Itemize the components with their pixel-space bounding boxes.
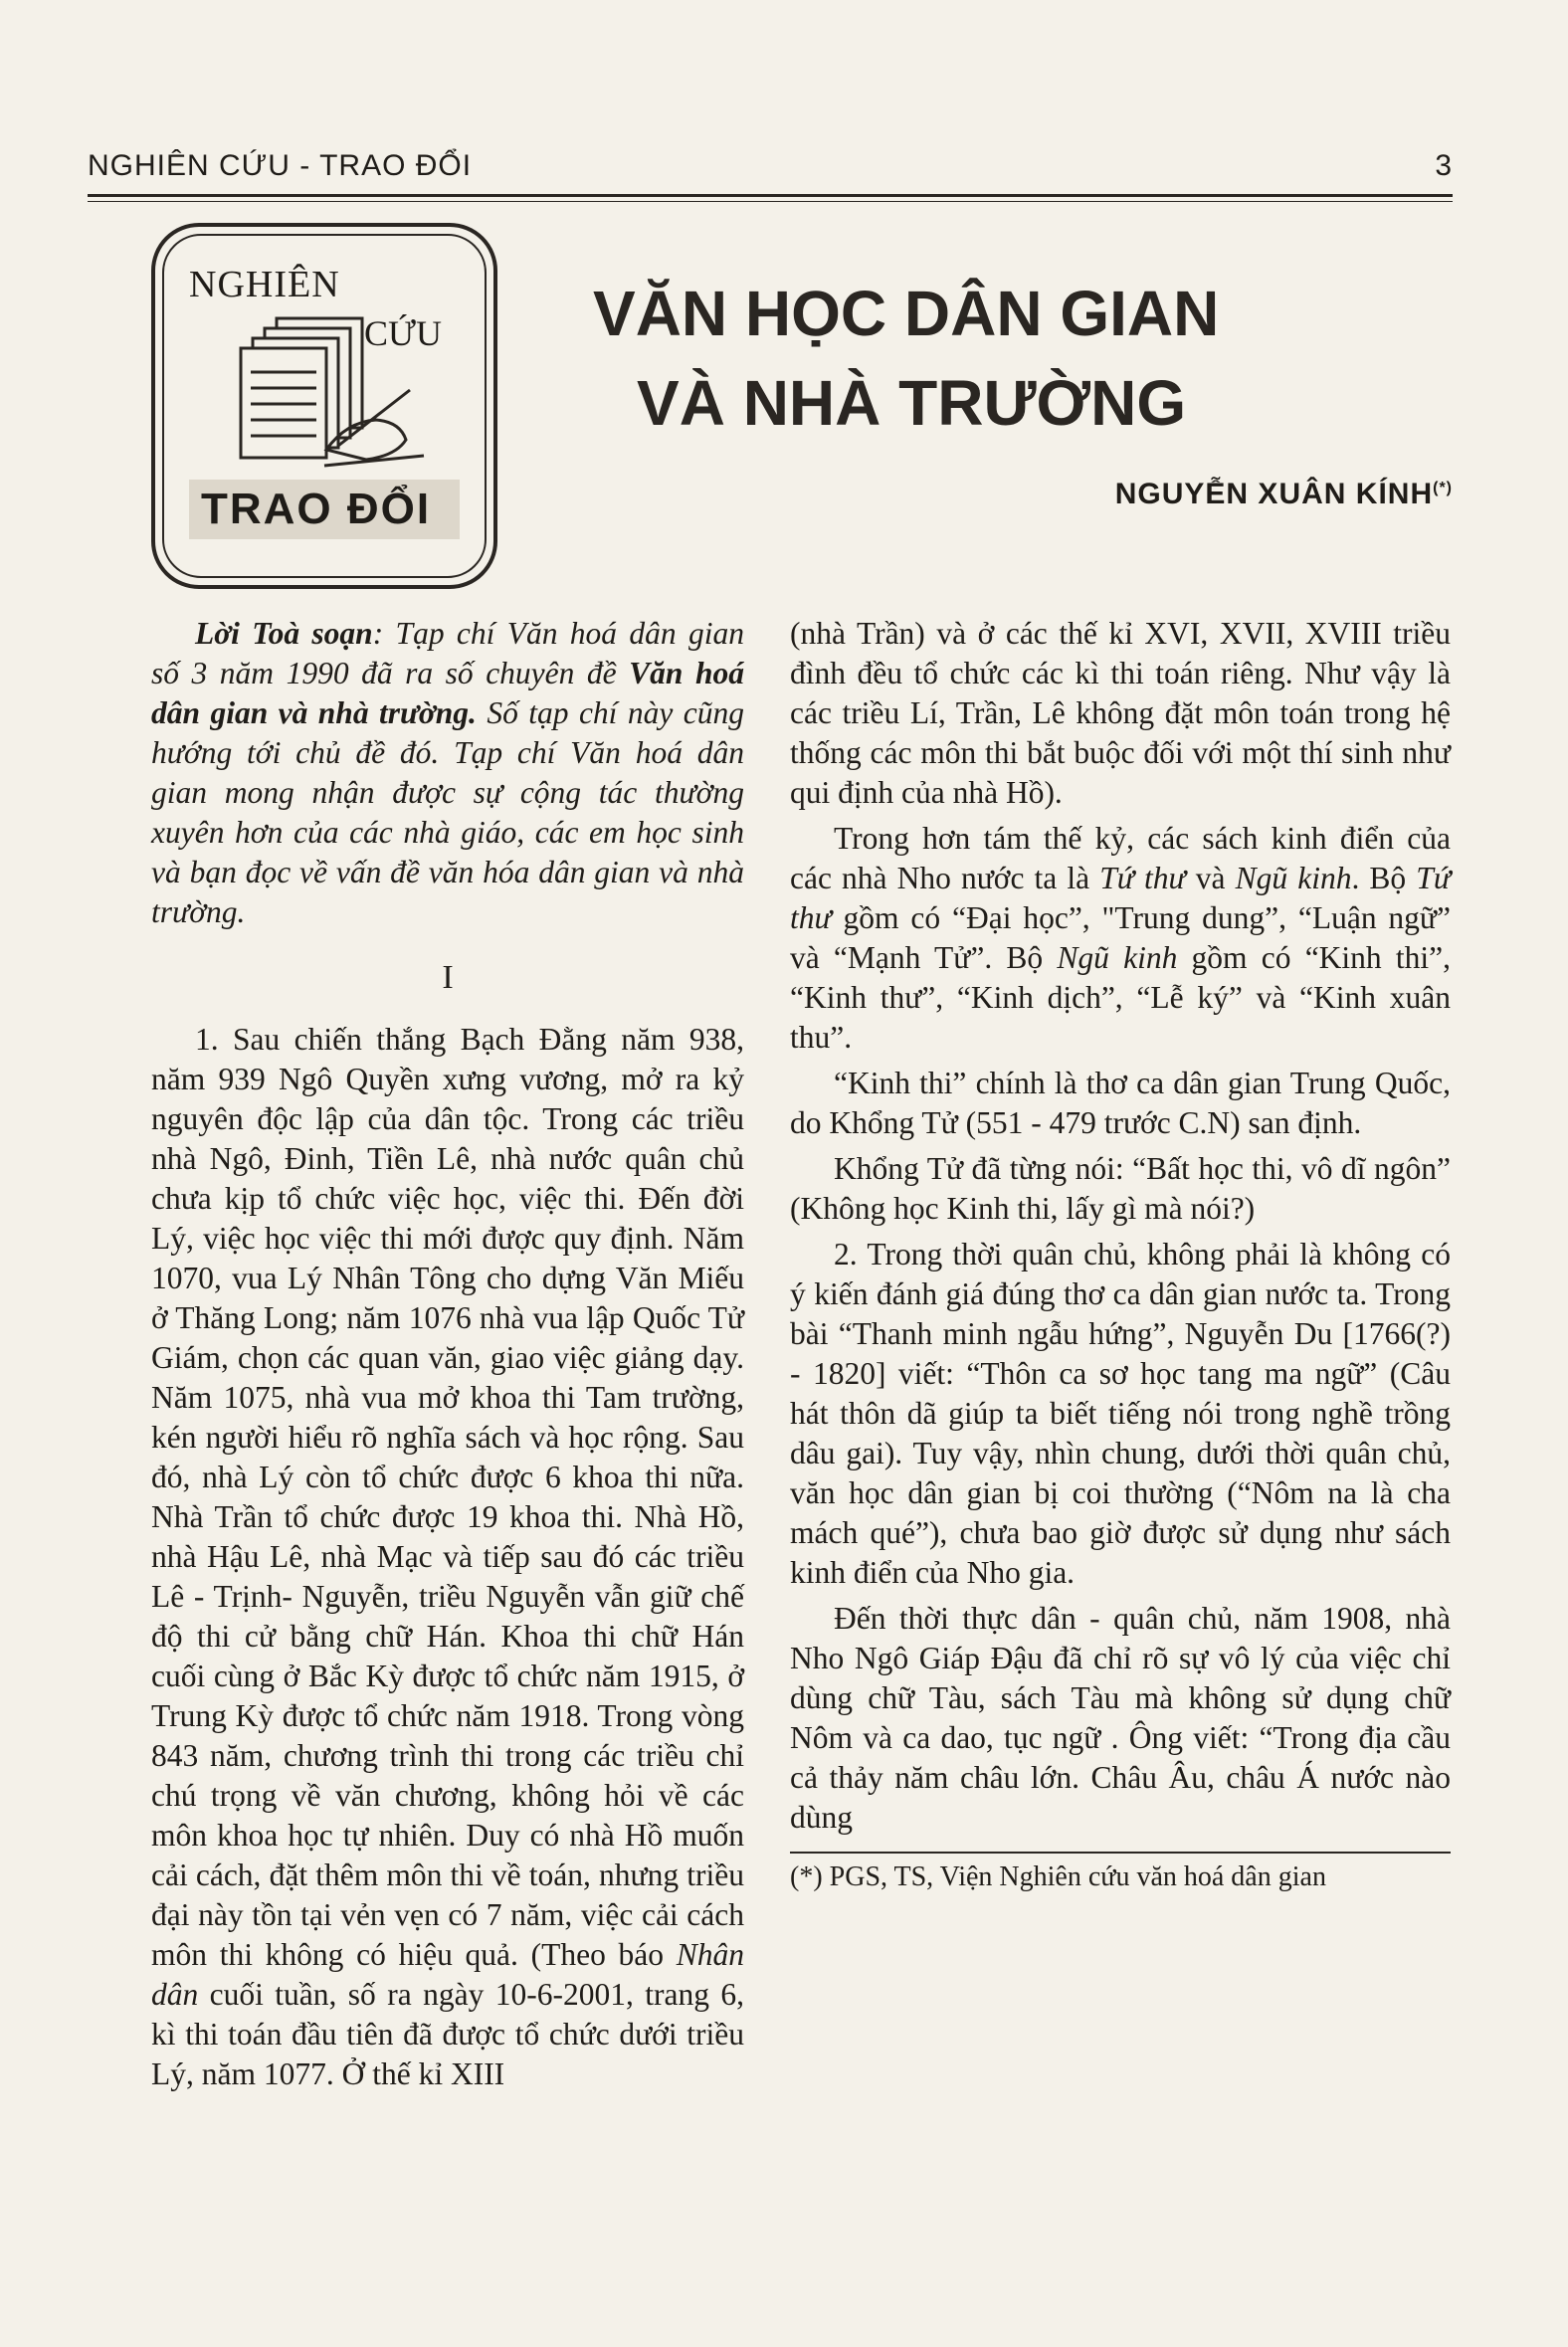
article-title — [557, 269, 1453, 448]
paragraph — [151, 1020, 744, 2094]
paragraph: Khổng Tử đã từng nói: “Bất học thi, vô dĩ ngôn” (Không học Kinh thi, lấy gì mà nói?) — [790, 1151, 1451, 1226]
author-footnote-mark: (*) — [1433, 480, 1453, 496]
left-column — [151, 614, 744, 2100]
book-title: Ngũ kinh — [1235, 861, 1352, 895]
newspaper-title: Nhân dân — [151, 1937, 744, 2012]
section-logo — [149, 221, 499, 591]
author-name: NGUYỄN XUÂN KÍNH — [1114, 478, 1434, 510]
book-title: Ngũ kinh — [1057, 940, 1178, 975]
paragraph-text: cuối tuần, số ra ngày 10-6-2001, trang 6, kì thi toán đầu tiên đã được tổ chức dưới triều Lý, năm 1077. Ở thế kỉ XIII — [151, 1977, 744, 2091]
paragraph: (nhà Trần) và ở các thế kỉ XVI, XVII, XVIII triều đình đều tổ chức các kì thi toán riêng. Như vậy là các triều Lí, Trần, Lê không đặt môn toán trong hệ thống các môn thi bắt buộc đối với một thí sinh như qui định của nhà Hồ). — [790, 616, 1451, 810]
paragraph-text: . Bộ — [1351, 861, 1417, 895]
logo-word-cuu: CỨU — [364, 313, 442, 353]
section-heading-roman: I — [442, 959, 454, 996]
paragraph — [790, 819, 1451, 1058]
paragraph-text: Trong hơn tám thế kỷ, các sách kinh điển của các nhà Nho nước ta là — [790, 821, 1451, 895]
book-title: Tứ thư — [790, 861, 1451, 935]
book-title: Tứ thư — [1099, 861, 1186, 895]
title-line-1: VĂN HỌC DÂN GIAN — [593, 278, 1220, 349]
logo-word-nghien: NGHIÊN — [189, 264, 340, 305]
right-column — [790, 614, 1451, 1901]
header-rule-thin — [88, 201, 1453, 202]
footnote-rule — [790, 1852, 1451, 1854]
paragraph-text: và — [1185, 861, 1236, 895]
editor-note-bold: Văn hoá dân gian và nhà trường. — [151, 656, 744, 730]
editor-note-label: Lời Toà soạn — [195, 616, 373, 651]
editor-note-text-2: Số tạp chí này cũng hướng tới chủ đề đó. Tạp chí Văn hoá dân gian mong nhận được sự cộng tác thường xuyên hơn của các nhà giáo, các em học sinh và bạn đọc về vấn đề văn hóa dân gian và nhà trường. — [151, 695, 744, 929]
paragraph-text: gồm có “Kinh thi”, “Kinh thư”, “Kinh dịch”, “Lễ ký” và “Kinh xuân thu”. — [790, 940, 1451, 1055]
page-number: 3 — [1435, 149, 1453, 182]
section-label: NGHIÊN CỨU - TRAO ĐỔI — [88, 149, 473, 182]
paragraph: “Kinh thi” chính là thơ ca dân gian Trung Quốc, do Khổng Tử (551 - 479 trước C.N) san định. — [790, 1066, 1451, 1140]
paragraph: Đến thời thực dân - quân chủ, năm 1908, nhà Nho Ngô Giáp Đậu đã chỉ rõ sự vô lý của việc chỉ dùng chữ Tàu, sách Tàu mà không sử dụng chữ Nôm và ca dao, tục ngữ . Ông viết: “Trong địa cầu cả thảy năm châu lớn. Châu Âu, châu Á nước nào dùng — [790, 1601, 1451, 1835]
paragraph: 2. Trong thời quân chủ, không phải là không có ý kiến đánh giá đúng thơ ca dân gian nước ta. Trong bài “Thanh minh ngẫu hứng”, Nguyễn Du [1766(?) - 1820] viết: “Thôn ca sơ học tang ma ngữ” (Câu hát thôn dã giúp ta biết tiếng nói trong nghề trồng dâu gai). Tuy vậy, nhìn chung, dưới thời quân chủ, văn học dân gian bị coi thường (“Nôm na là cha mách qué”), chưa bao giờ được sử dụng như sách kinh điển của Nho gia. — [790, 1237, 1451, 1590]
editor-note-text-1: : Tạp chí Văn hoá dân gian số 3 năm 1990 đã ra số chuyên đề — [151, 616, 744, 690]
running-header — [88, 149, 1453, 189]
footnote: (*) PGS, TS, Viện Nghiên cứu văn hoá dân gian — [790, 1861, 1326, 1892]
paragraph-text: 1. Sau chiến thắng Bạch Đằng năm 938, năm 939 Ngô Quyền xưng vương, mở ra kỷ nguyên độc lập của dân tộc. Trong các triều nhà Ngô, Đinh, Tiền Lê, nhà nước quân chủ chưa kịp tổ chức việc học, việc thi. Đến đời Lý, việc học việc thi mới được quy định. Năm 1070, vua Lý Nhân Tông cho dựng Văn Miếu ở Thăng Long; năm 1076 nhà vua lập Quốc Tử Giám, chọn các quan văn, giao việc giảng dạy. Năm 1075, nhà vua mở khoa thi Tam trường, kén người hiểu rõ nghĩa sách và học rộng. Sau đó, nhà Lý còn tổ chức được 6 khoa thi nữa. Nhà Trần tổ chức được 19 khoa thi. Nhà Hồ, nhà Hậu Lê, nhà Mạc và tiếp sau đó các triều Lê - Trịnh- Nguyễn, triều Nguyễn vẫn giữ chế độ thi cử bằng chữ Hán. Khoa thi chữ Hán cuối cùng ở Bắc Kỳ được tổ chức năm 1915, ở Trung Kỳ được tổ chức năm 1918. Trong vòng 843 năm, chương trình thi trong các triều chỉ chú trọng về văn chương, không hỏi về các môn khoa học tự nhiên. Duy có nhà Hồ muốn cải cách, đặt thêm môn thi về toán, nhưng triều đại này tồn tại vẻn vẹn có 7 năm, việc cải cách môn thi không có hiệu quả. (Theo báo — [151, 1022, 744, 1972]
editor-note — [151, 614, 744, 932]
logo-word-trao-doi: TRAO ĐỔI — [201, 485, 432, 533]
title-line-2: VÀ NHÀ TRƯỜNG — [637, 367, 1187, 439]
paragraph-text: gồm có “Đại học”, "Trung dung”, “Luận ngữ” và “Mạnh Tử”. Bộ — [790, 900, 1451, 975]
article-author — [1115, 478, 1453, 511]
header-rule — [88, 194, 1453, 197]
